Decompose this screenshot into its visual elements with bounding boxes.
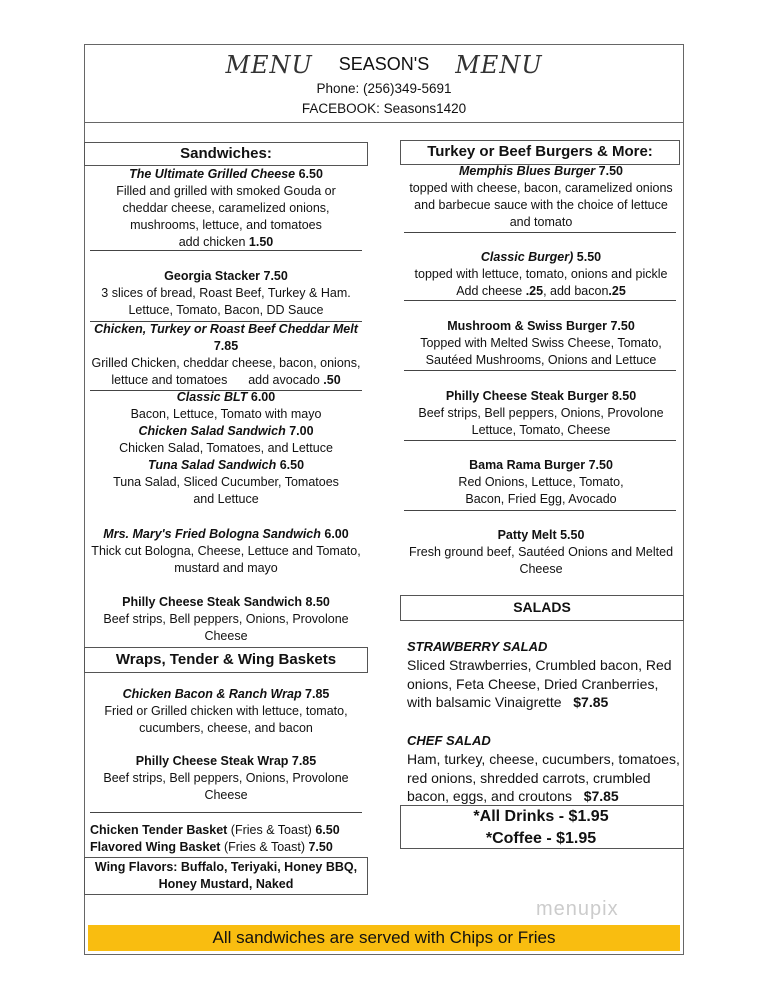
menu-text: Memphis Blues Burger <box>459 164 599 178</box>
menu-text: , add bacon <box>543 284 609 298</box>
menu-line <box>136 753 316 770</box>
menu-text: .50 <box>323 373 341 387</box>
divider <box>404 370 676 371</box>
menu-line <box>486 828 596 849</box>
menu-text: Beef strips, Bell peppers, Onions, Provolone <box>103 771 349 785</box>
menu-script-right: MENU <box>455 51 543 79</box>
menu-line <box>103 526 348 543</box>
divider <box>90 812 362 813</box>
menu-text: add chicken <box>178 235 249 249</box>
menu-text: Red Onions, Lettuce, Tomato, <box>458 475 624 489</box>
menu-text: (Fries & Toast) <box>223 840 309 854</box>
menu-line <box>122 200 329 217</box>
menu-line <box>91 543 360 560</box>
menu-text: Chicken Bacon & Ranch Wrap <box>122 687 306 701</box>
menu-text: Sautéed Mushrooms, Onions and Lettuce <box>425 353 657 367</box>
menu-text: 7.00 <box>289 424 314 438</box>
menu-text: Chicken Salad Sandwich <box>138 424 290 438</box>
menu-text: .25 <box>608 284 626 298</box>
divider <box>90 321 362 322</box>
menu-text: 3 slices of bread, Roast Beef, Turkey & Ham. <box>101 286 351 300</box>
menu-text: Georgia Stacker 7.50 <box>164 269 288 283</box>
section-salads: SALADS <box>400 595 684 621</box>
menu-text: Chicken Tender Basket <box>90 823 231 837</box>
menu-text: Tuna Salad, Sliced Cucumber, Tomatoes <box>113 475 339 489</box>
divider <box>404 440 676 441</box>
menu-text: Bacon, Fried Egg, Avocado <box>465 492 617 506</box>
menu-line <box>426 352 657 369</box>
menu-text: Ham, turkey, cheese, cucumbers, tomatoes, <box>407 751 680 767</box>
menu-text: and Lettuce <box>193 492 259 506</box>
menu-text: Classic BLT <box>176 390 251 404</box>
menu-line <box>459 163 623 180</box>
menu-text: *All Drinks - $1.95 <box>473 808 609 825</box>
menu-text: Filled and grilled with smoked Gouda or <box>116 184 336 198</box>
menu-text: CHEF SALAD <box>407 733 491 748</box>
menu-text: bacon, eggs, and croutons <box>407 788 584 804</box>
menu-line <box>420 335 662 352</box>
restaurant-name: SEASON'S <box>338 54 430 74</box>
divider <box>90 250 362 251</box>
menu-line <box>407 769 651 788</box>
menu-line <box>90 839 333 856</box>
menu-text: Bama Rama Burger 7.50 <box>469 458 613 472</box>
menu-line <box>407 750 680 769</box>
menu-line <box>456 283 626 300</box>
menu-line <box>95 859 357 876</box>
menu-line <box>159 876 294 893</box>
menu-line <box>409 180 672 197</box>
menu-line <box>94 321 358 338</box>
menu-text: .25 <box>525 284 544 298</box>
menu-line <box>472 422 611 439</box>
menu-text: Cheese <box>204 629 248 643</box>
menu-text: lettuce and tomatoes add avocado <box>111 373 324 387</box>
menu-text: cucumbers, cheese, and bacon <box>139 721 313 735</box>
menu-text: *Coffee - $1.95 <box>485 830 597 847</box>
menu-line <box>130 217 322 234</box>
phone: Phone: (256)349-5691 <box>316 81 452 96</box>
menu-line <box>119 440 333 457</box>
menu-text: Add cheese <box>456 284 526 298</box>
menu-line <box>101 285 350 302</box>
menu-script-left: MENU <box>225 51 313 79</box>
menu-line <box>414 197 668 214</box>
menu-line <box>415 266 668 283</box>
menu-line <box>174 560 278 577</box>
menu-line <box>113 474 339 491</box>
watermark: menupix <box>536 898 619 920</box>
menu-text: 7.85 <box>305 687 330 701</box>
menu-line <box>407 638 547 656</box>
menu-text: Lettuce, Tomato, Cheese <box>471 423 611 437</box>
menu-text: 6.00 <box>324 527 349 541</box>
menu-line <box>465 491 616 508</box>
menu-text: $7.85 <box>573 694 609 710</box>
menu-text: mushrooms, lettuce, and tomatoes <box>130 218 322 232</box>
menu-line <box>407 693 608 712</box>
menu-text: Patty Melt 5.50 <box>497 528 585 542</box>
menu-text: and tomato <box>509 215 573 229</box>
menu-line <box>193 491 258 508</box>
menu-line <box>214 338 238 355</box>
menu-line <box>177 389 275 406</box>
menu-text: 5.50 <box>576 250 602 264</box>
menu-text: Topped with Melted Swiss Cheese, Tomato, <box>420 336 662 350</box>
menu-line <box>407 787 619 806</box>
menu-text: Bacon, Lettuce, Tomato with mayo <box>130 407 322 421</box>
menu-line <box>458 474 623 491</box>
menu-line <box>90 822 340 839</box>
menu-text: Philly Cheese Steak Burger 8.50 <box>445 389 637 403</box>
menu-line <box>418 405 663 422</box>
menu-text: cheddar cheese, caramelized onions, <box>122 201 330 215</box>
menu-line <box>104 703 347 720</box>
menu-line <box>407 656 672 675</box>
menu-text: Beef strips, Bell peppers, Onions, Provolone <box>103 612 349 626</box>
menu-text: Philly Cheese Steak Sandwich 8.50 <box>122 595 330 609</box>
section-sandwiches: Sandwiches: <box>84 142 368 166</box>
menu-text: Cheese <box>204 788 248 802</box>
menu-text: Thick cut Bologna, Cheese, Lettuce and Tomato, <box>91 544 361 558</box>
facebook: FACEBOOK: Seasons1420 <box>301 101 467 116</box>
menu-line <box>111 372 340 389</box>
menu-text: Grilled Chicken, cheddar cheese, bacon, onions, <box>91 356 361 370</box>
menu-text: Tuna Salad Sandwich <box>147 458 280 472</box>
section-wraps: Wraps, Tender & Wing Baskets <box>84 647 368 673</box>
menu-text: Flavored Wing Basket <box>90 840 224 854</box>
menu-line <box>204 787 247 804</box>
menu-text: 6.00 <box>250 390 276 404</box>
menu-text: topped with cheese, bacon, caramelized onions <box>409 181 673 195</box>
menu-text: with balsamic Vinaigrette <box>407 694 574 710</box>
menu-text: Wing Flavors: Buffalo, Teriyaki, Honey BBQ, <box>94 860 358 874</box>
menu-line <box>179 234 274 251</box>
menu-text: 6.50 <box>279 458 305 472</box>
menu-text: 7.50 <box>308 840 333 854</box>
menu-text: STRAWBERRY SALAD <box>407 639 548 654</box>
menu-text: 7.85 <box>213 339 239 353</box>
menu-line <box>122 594 330 611</box>
menu-line <box>447 318 635 335</box>
menu-line <box>407 675 658 694</box>
menu-line <box>92 355 361 372</box>
menu-text: onions, Feta Cheese, Dried Cranberries, <box>407 676 659 692</box>
menu-text: Mrs. Mary's Fried Bologna Sandwich <box>103 527 325 541</box>
menu-text: Chicken Salad, Tomatoes, and Lettuce <box>119 441 333 455</box>
divider <box>404 232 676 233</box>
menu-text: and barbecue sauce with the choice of lettuce <box>414 198 668 212</box>
menu-line <box>128 302 323 319</box>
menu-text: Honey Mustard, Naked <box>158 877 294 891</box>
menu-text: red onions, shredded carrots, crumbled <box>407 770 651 786</box>
divider <box>90 390 362 391</box>
footer-banner: All sandwiches are served with Chips or Fries <box>88 925 680 951</box>
menu-text: $7.85 <box>583 788 619 804</box>
menu-text: mustard and mayo <box>174 561 278 575</box>
menu-line <box>409 544 673 561</box>
menu-text: 1.50 <box>248 235 274 249</box>
menu-line <box>139 720 313 737</box>
menu-line <box>164 268 288 285</box>
menu-title <box>85 51 683 79</box>
menu-text: Fried or Grilled chicken with lettuce, tomato, <box>104 704 348 718</box>
menu-line <box>510 214 573 231</box>
menu-text: Lettuce, Tomato, Bacon, DD Sauce <box>128 303 324 317</box>
divider <box>404 510 676 511</box>
menu-text: topped with lettuce, tomato, onions and pickle <box>414 267 668 281</box>
menu-line <box>138 423 313 440</box>
menu-text: Fresh ground beef, Sautéed Onions and Melted <box>408 545 674 559</box>
menu-text: Classic Burger) <box>480 250 577 264</box>
menu-line <box>103 611 348 628</box>
section-burgers: Turkey or Beef Burgers & More: <box>400 140 680 165</box>
menu-line <box>446 388 636 405</box>
divider <box>404 300 676 301</box>
menu-line <box>407 732 491 750</box>
menu-text: Chicken, Turkey or Roast Beef Cheddar Melt <box>94 322 358 336</box>
menu-line <box>498 527 585 544</box>
menu-text: Philly Cheese Steak Wrap 7.85 <box>135 754 317 768</box>
menu-text: The Ultimate Grilled Cheese <box>129 167 299 181</box>
menu-line <box>148 457 304 474</box>
menu-line <box>469 457 613 474</box>
menu-text: Cheese <box>519 562 563 576</box>
menu-text: 6.50 <box>315 823 340 837</box>
menu-line <box>481 249 601 266</box>
menu-text: 7.50 <box>598 164 623 178</box>
menu-line <box>129 166 323 183</box>
menu-line <box>116 183 336 200</box>
menu-line <box>103 770 348 787</box>
menu-text: Mushroom & Swiss Burger 7.50 <box>447 319 635 333</box>
menu-text: 6.50 <box>298 167 323 181</box>
menu-line <box>131 406 322 423</box>
menu-text: Beef strips, Bell peppers, Onions, Provolone <box>418 406 664 420</box>
menu-line <box>473 806 608 827</box>
menu-line <box>204 628 247 645</box>
menu-line <box>123 686 330 703</box>
menu-text: (Fries & Toast) <box>230 823 316 837</box>
menu-text: Sliced Strawberries, Crumbled bacon, Red <box>407 657 672 673</box>
menu-header <box>84 44 684 123</box>
menu-line <box>519 561 562 578</box>
